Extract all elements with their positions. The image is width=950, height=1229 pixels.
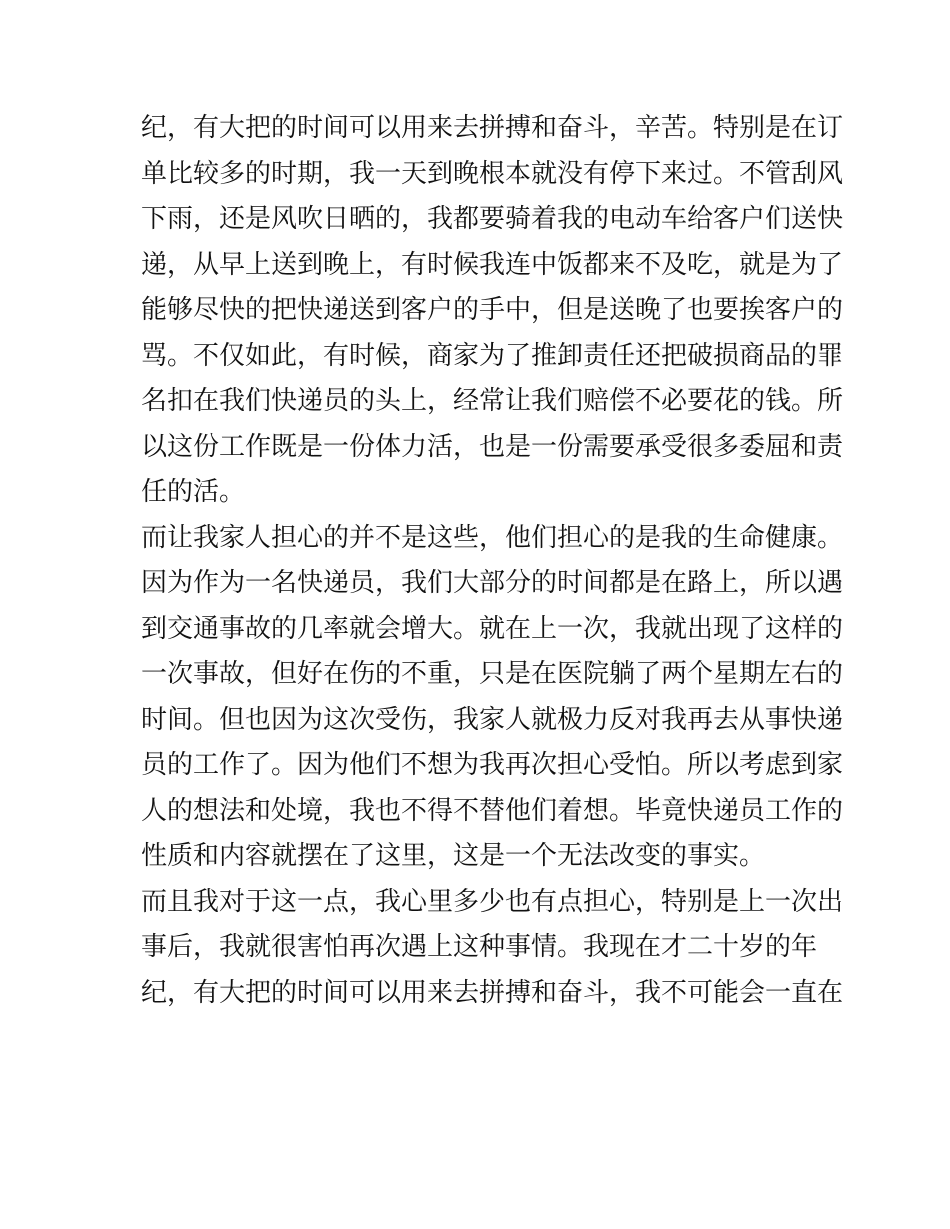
paragraph-3 xyxy=(141,880,844,1017)
text-line: 到交通事故的几率就会增大。就在上一次，我就出现了这样的 xyxy=(141,613,844,644)
text-line: 而且我对于这一点，我心里多少也有点担心，特别是上一次出 xyxy=(141,886,844,917)
text-line: 事后，我就很害怕再次遇上这种事情。我现在才二十岁的年 xyxy=(141,932,818,962)
text-line: 下雨，还是风吹日晒的，我都要骑着我的电动车给客户们送快 xyxy=(141,204,844,234)
text-line: 名扣在我们快递员的头上，经常让我们赔偿不必要花的钱。所 xyxy=(141,386,844,416)
text-line: 单比较多的时期，我一天到晚根本就没有停下来过。不管刮风 xyxy=(141,158,844,189)
text-line: 能够尽快的把快递送到客户的手中，但是送晚了也要挨客户的 xyxy=(141,295,844,325)
text-line: 递，从早上送到晚上，有时候我连中饭都来不及吃，就是为了 xyxy=(141,249,844,280)
text-line: 一次事故，但好在伤的不重，只是在医院躺了两个星期左右的 xyxy=(141,659,844,689)
paragraph-2 xyxy=(141,516,844,880)
text-line: 任的活。 xyxy=(141,477,246,507)
text-line: 性质和内容就摆在了这里，这是一个无法改变的事实。 xyxy=(141,841,766,871)
text-line: 纪，有大把的时间可以用来去拼搏和奋斗，辛苦。特别是在订 xyxy=(141,113,844,143)
text-line: 而让我家人担心的并不是这些，他们担心的是我的生命健康。 xyxy=(141,522,844,553)
text-line: 时间。但也因为这次受伤，我家人就极力反对我再去从事快递 xyxy=(141,704,844,735)
text-line: 员的工作了。因为他们不想为我再次担心受怕。所以考虑到家 xyxy=(141,750,844,780)
text-line: 纪，有大把的时间可以用来去拼搏和奋斗，我不可能会一直在 xyxy=(141,977,844,1008)
document-body xyxy=(141,106,844,1016)
text-line: 骂。不仅如此，有时候，商家为了推卸责任还把破损商品的罪 xyxy=(141,340,844,371)
text-line: 因为作为一名快递员，我们大部分的时间都是在路上，所以遇 xyxy=(141,568,844,598)
text-line: 人的想法和处境，我也不得不替他们着想。毕竟快递员工作的 xyxy=(141,795,844,826)
paragraph-1 xyxy=(141,106,844,516)
text-line: 以这份工作既是一份体力活，也是一份需要承受很多委屈和责 xyxy=(141,431,844,462)
